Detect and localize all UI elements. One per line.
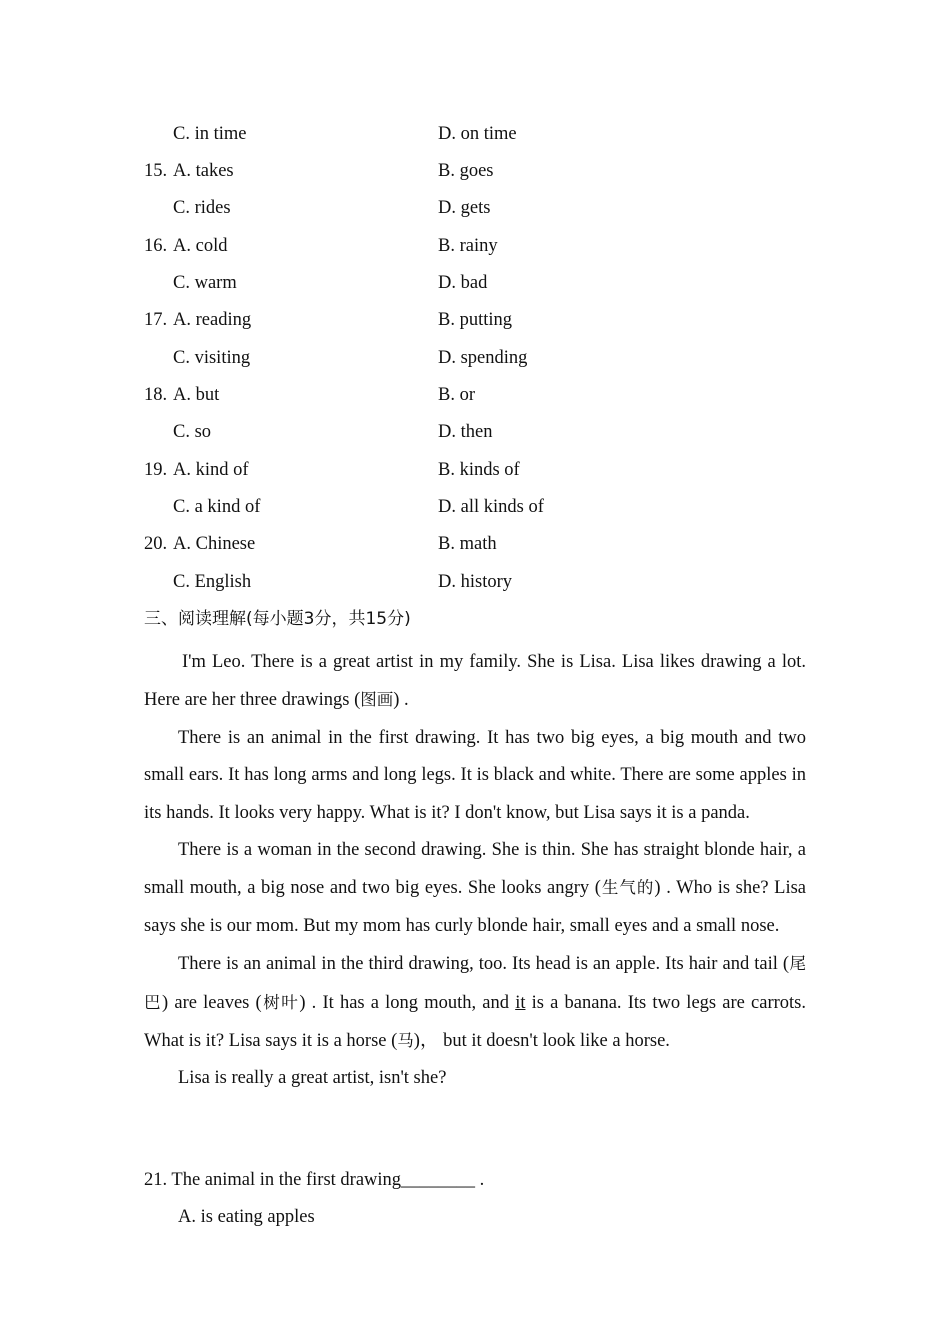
option-left: C. English (173, 572, 252, 592)
chinese-gloss: 马 (397, 1031, 414, 1051)
option-left: A. but (173, 385, 220, 405)
option-left: C. a kind of (173, 497, 261, 517)
option-right: D. then (438, 422, 493, 442)
passage-text: ) are leaves ( (162, 992, 262, 1013)
passage-text: There is an animal in the third drawing, too. Its head is an apple. Its hair and tail ( (178, 954, 790, 975)
passage-text: ) . It has a long mouth, and (299, 992, 516, 1013)
passage-text: ) . Who is she? Lisa says she is our mom. But my mom has curly blonde hair, small eyes and a small nose. (144, 878, 807, 936)
chinese-gloss: 图画 (360, 690, 394, 710)
chinese-gloss: 树叶 (261, 992, 300, 1012)
question-number: 18. (144, 385, 168, 405)
section-title: 三、阅读理解(每小题3分，共15分) (144, 609, 411, 629)
passage-text: There is a woman in the second drawing. She is thin. She has straight blonde hair, a small mouth, a big nose and two big eyes. She looks angry ( (144, 840, 806, 899)
reading-passage (144, 644, 806, 1098)
underlined-word: it (515, 992, 526, 1013)
question-21: 21. The animal in the first drawing________ . (144, 1170, 485, 1190)
option-right: B. kinds of (438, 460, 520, 480)
option-left: C. in time (173, 124, 247, 144)
passage-paragraph: There is an animal in the first drawing. It has two big eyes, a big mouth and two small ears. It has long arms and long legs. It is black and white. There are some apples in its hands. It looks very happy. What is it? I don't know, but Lisa says it is a panda. (144, 727, 806, 823)
option-right: D. all kinds of (438, 497, 544, 517)
passage-text: )， but it doesn't look like a horse. (413, 1031, 670, 1052)
option-right: D. spending (438, 348, 528, 368)
option-left: A. reading (173, 310, 252, 330)
passage-text: ) . (393, 690, 409, 711)
option-right: D. history (438, 572, 512, 592)
option-right: D. gets (438, 198, 491, 218)
option-right: B. math (438, 534, 497, 554)
question-number: 19. (144, 460, 168, 480)
passage-paragraph (144, 832, 806, 945)
option-left: C. warm (173, 273, 237, 293)
option-right: B. goes (438, 161, 494, 181)
passage-text: is a banana. Its two legs are carrots. What is it? Lisa says it is a horse ( (144, 992, 806, 1052)
passage-paragraph (144, 945, 806, 1060)
passage-paragraph: Lisa is really a great artist, isn't she? (178, 1068, 447, 1089)
question-number: 20. (144, 534, 168, 554)
chinese-gloss: 生气的 (600, 878, 655, 898)
option-left: A. kind of (173, 460, 249, 480)
chinese-gloss: 尾巴 (144, 954, 806, 1012)
passage-text: I'm Leo. There is a great artist in my family. She is Lisa. Lisa likes drawing a lot. Here are her three drawings ( (144, 652, 806, 711)
option-left: C. rides (173, 198, 231, 218)
passage-paragraph (144, 644, 806, 720)
option-left: C. so (173, 422, 212, 442)
question-number: 16. (144, 236, 168, 256)
option-right: D. bad (438, 273, 488, 293)
option-right: B. rainy (438, 236, 498, 256)
option-left: A. Chinese (173, 534, 256, 554)
question-number: 17. (144, 310, 168, 330)
question-number: 15. (144, 161, 168, 181)
option-left: A. cold (173, 236, 228, 256)
option-left: C. visiting (173, 348, 251, 368)
option-left: A. takes (173, 161, 234, 181)
question-21-option-a: A. is eating apples (178, 1207, 315, 1227)
option-right: B. or (438, 385, 475, 405)
option-right: D. on time (438, 124, 517, 144)
option-right: B. putting (438, 310, 513, 330)
